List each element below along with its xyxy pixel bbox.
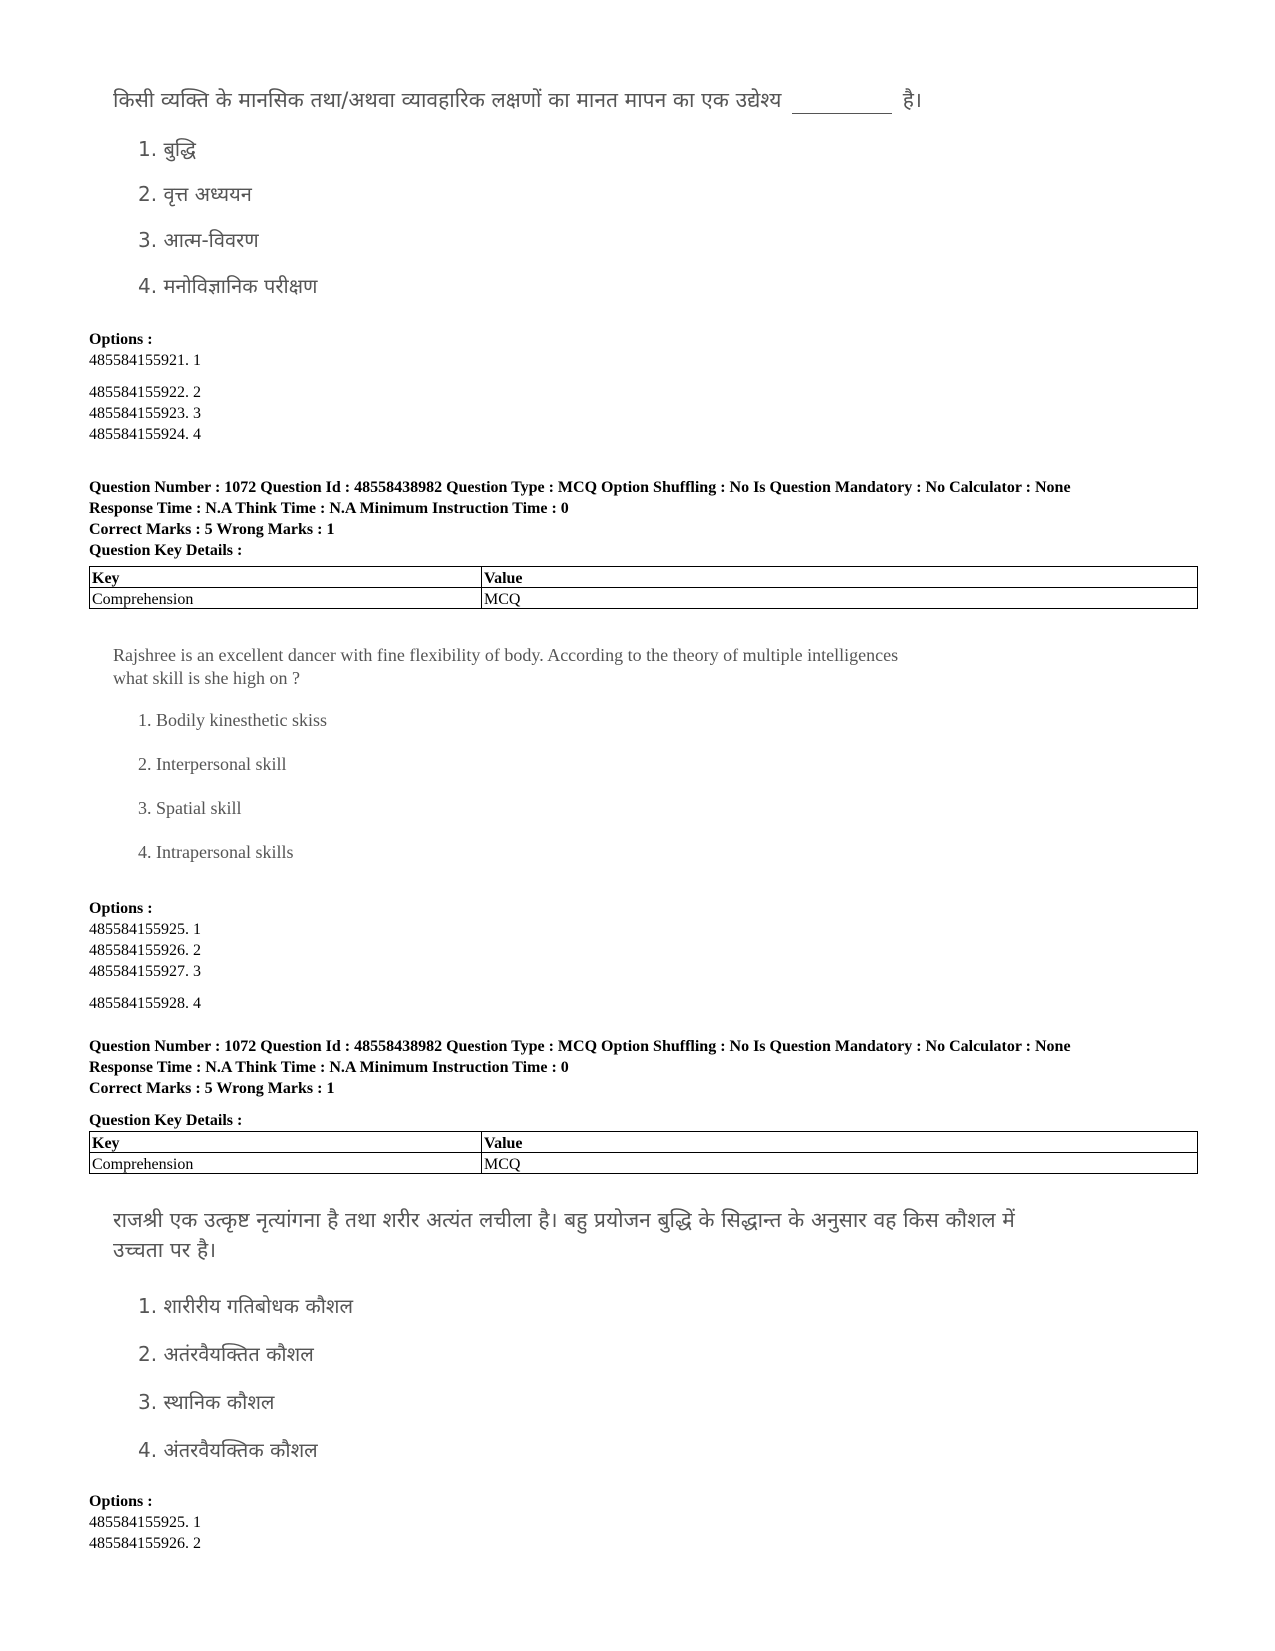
- question-text: Rajshree is an excellent dancer with fine flexibility of body. According to the theory of multiple intelligences: [113, 645, 899, 665]
- table-header-key: Key: [90, 567, 482, 588]
- option-id: 485584155927. 3: [89, 963, 201, 980]
- question-text: what skill is she high on ?: [113, 668, 300, 688]
- option-id: 485584155926. 2: [89, 942, 201, 959]
- option-image: 3. आत्म-विवरण: [138, 228, 259, 252]
- table-row: [90, 1153, 1198, 1174]
- question-meta-line: Question Number : 1072 Question Id : 48558438982 Question Type : MCQ Option Shuffling : No Is Question Mandatory : No Calculator : None: [89, 1038, 1071, 1055]
- option-image: 3. स्थानिक कौशल: [138, 1390, 275, 1414]
- key-details-table: [89, 566, 1198, 609]
- table-cell-key: Comprehension: [90, 1153, 482, 1174]
- table-header-value: Value: [482, 1132, 1198, 1153]
- question-image-en: [113, 645, 898, 689]
- answer-blank: [792, 95, 892, 114]
- option-id: 485584155923. 3: [89, 405, 201, 422]
- option-id: 485584155924. 4: [89, 426, 201, 443]
- option-id: 485584155922. 2: [89, 384, 201, 401]
- question-text: राजश्री एक उत्कृष्ट नृत्यांगना है तथा शरीर अत्यंत लचीला है। बहु प्रयोजन बुद्धि के सिद्धान्त के अनुसार वह किस कौशल में: [113, 1208, 1015, 1232]
- options-label: Options :: [89, 331, 153, 348]
- question-image-hi-2: [113, 1206, 1015, 1264]
- option-image: 4. अंतरवैयक्तिक कौशल: [138, 1438, 318, 1462]
- table-cell-key: Comprehension: [90, 588, 482, 609]
- question-text: उच्चता पर है।: [113, 1238, 217, 1262]
- option-image: 3. Spatial skill: [138, 798, 242, 818]
- question-meta-line: Response Time : N.A Think Time : N.A Minimum Instruction Time : 0: [89, 500, 569, 517]
- option-image: 4. Intrapersonal skills: [138, 842, 294, 862]
- table-header-row: [90, 567, 1198, 588]
- table-cell-value: MCQ: [482, 588, 1198, 609]
- option-image: 4. मनोविज्ञानिक परीक्षण: [138, 274, 318, 298]
- question-meta-line: Response Time : N.A Think Time : N.A Minimum Instruction Time : 0: [89, 1059, 569, 1076]
- option-id: 485584155928. 4: [89, 995, 201, 1012]
- option-image: 2. Interpersonal skill: [138, 754, 287, 774]
- question-meta-line: Question Number : 1072 Question Id : 48558438982 Question Type : MCQ Option Shuffling : No Is Question Mandatory : No Calculator : None: [89, 479, 1071, 496]
- table-header-row: [90, 1132, 1198, 1153]
- option-image: 1. शारीरीय गतिबोधक कौशल: [138, 1294, 354, 1318]
- marks-line: Correct Marks : 5 Wrong Marks : 1: [89, 1080, 335, 1097]
- options-label: Options :: [89, 900, 153, 917]
- key-details-label: Question Key Details :: [89, 1112, 243, 1129]
- question-text: किसी व्यक्ति के मानसिक तथा/अथवा व्यावहारिक लक्षणों का मानत मापन का एक उद्येश्य: [113, 88, 782, 112]
- marks-line: Correct Marks : 5 Wrong Marks : 1: [89, 521, 335, 538]
- table-header-key: Key: [90, 1132, 482, 1153]
- question-image-hi-1: [113, 86, 922, 114]
- key-details-table: [89, 1131, 1198, 1174]
- option-image: 2. वृत्त अध्ययन: [138, 182, 252, 206]
- table-row: [90, 588, 1198, 609]
- option-id: 485584155921. 1: [89, 352, 201, 369]
- table-cell-value: MCQ: [482, 1153, 1198, 1174]
- option-image: 2. अतंरवैयक्तित कौशल: [138, 1342, 314, 1366]
- option-image: 1. बुद्धि: [138, 137, 197, 161]
- option-id: 485584155925. 1: [89, 921, 201, 938]
- key-details-label: Question Key Details :: [89, 542, 243, 559]
- option-id: 485584155925. 1: [89, 1514, 201, 1531]
- table-header-value: Value: [482, 567, 1198, 588]
- option-image: 1. Bodily kinesthetic skiss: [138, 710, 327, 730]
- question-text-end: है।: [902, 88, 922, 112]
- option-id: 485584155926. 2: [89, 1535, 201, 1552]
- options-label: Options :: [89, 1493, 153, 1510]
